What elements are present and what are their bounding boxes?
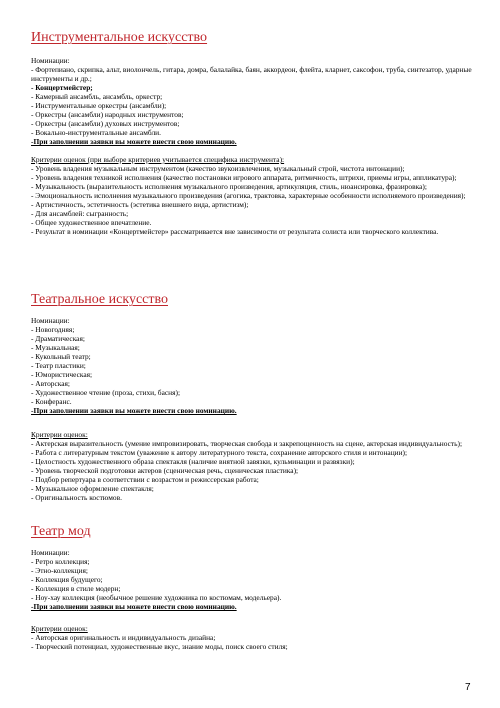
list-item: - Музыкальное оформление спектакля; xyxy=(31,484,154,494)
list-item: - Подбор репертуара в соответствии с возрастом и режиссерская работа; xyxy=(31,475,259,485)
section-instrumental-nominations xyxy=(31,56,473,146)
criteria-label: Критерии оценок: xyxy=(31,624,88,633)
nominations-label: Номинации: xyxy=(31,548,70,557)
list-item: - Оркестры (ансамбли) народных инструментов; xyxy=(31,110,184,120)
list-item: - Общее художественное впечатление. xyxy=(31,218,152,228)
nomination-notice: -При заполнении заявки вы можете внести свою номинацию. xyxy=(31,406,237,416)
nominations-label: Номинации: xyxy=(31,56,70,65)
list-item: - Фортепиано, скрипка, альт, виолончель, гитара, домра, балалайка, баян, аккордеон, флейта, кларнет, саксофон, труба, синтезатор, ударные инструменты и др.; xyxy=(31,65,472,84)
criteria-label: Критерии оценок: xyxy=(31,430,88,439)
list-item: - Новогодняя; xyxy=(31,325,75,335)
list-item: - Результат в номинации «Концертмейстер» рассматривается вне зависимости от результата солиста или творческого коллектива. xyxy=(31,227,439,237)
list-item: - Ноу-хау коллекция (необычное решение художника по костюмам, модельера). xyxy=(31,593,282,603)
list-item: - Авторская оригинальность и индивидуальность дизайна; xyxy=(31,633,216,643)
list-item: - Артистичность, эстетичность (эстетика внешнего вида, артистизм); xyxy=(31,200,249,210)
list-item: - Драматическая; xyxy=(31,334,85,344)
list-item: - Концертмейстер; xyxy=(31,83,93,93)
list-item: - Уровень владения музыкальным инструментом (качество звукоизвлечения, музыкальный строй, чистота интонации); xyxy=(31,164,405,174)
list-item: - Творческий потенциал, художественные вкус, знание моды, поиск своего стиля; xyxy=(31,642,288,652)
list-item: - Актерская выразительность (умение импровизировать, творческая свобода и закрепощенность на сцене, актерская индивидуальность); xyxy=(31,439,463,449)
section-title-fashion: Театр мод xyxy=(31,524,91,539)
section-theatre-criteria xyxy=(31,430,473,502)
list-item: - Художественное чтение (проза, стихи, басня); xyxy=(31,388,180,398)
list-item: - Конферанс. xyxy=(31,397,72,407)
list-item: - Ретро коллекция; xyxy=(31,557,90,567)
list-item: - Работа с литературным текстом (уважение к автору литературного текста, сохранение авторского стиля и интонации); xyxy=(31,448,408,458)
section-theatre-nominations xyxy=(31,316,473,416)
list-item: - Музыкальность (выразительность исполнения музыкального произведения, артикуляция, стиль, нюансировка, фразировка); xyxy=(31,182,427,192)
nomination-notice: -При заполнении заявки вы можете внести свою номинацию. xyxy=(31,602,237,612)
list-item: - Коллекция будущего; xyxy=(31,575,103,585)
list-item: - Коллекция в стиле модерн; xyxy=(31,584,121,594)
nomination-notice: -При заполнении заявки вы можете внести свою номинацию. xyxy=(31,137,237,147)
nominations-label: Номинации: xyxy=(31,316,70,325)
section-title-theatre: Театральное искусство xyxy=(31,292,168,307)
list-item: - Эмоциональность исполнения музыкального произведения (агогика, трактовка, характерные особенности исполняемого произведения); xyxy=(31,191,466,201)
criteria-label: Критерии оценок (при выборе критериев учитывается специфика инструмента): xyxy=(31,155,285,164)
list-item: - Кукольный театр; xyxy=(31,352,91,362)
list-item: - Оригинальность костюмов. xyxy=(31,493,122,503)
list-item: - Уровень творческой подготовки актеров (сценическая речь, сценическая пластика); xyxy=(31,466,299,476)
section-fashion-criteria xyxy=(31,624,473,651)
list-item: - Инструментальные оркестры (ансамбли); xyxy=(31,101,167,111)
list-item: - Этно-коллекция; xyxy=(31,566,88,576)
list-item: - Музыкальная; xyxy=(31,343,80,353)
list-item: - Авторская; xyxy=(31,379,70,389)
list-item: - Театр пластики; xyxy=(31,361,86,371)
section-title-instrumental: Инструментальное искусство xyxy=(31,30,208,45)
page-number: 7 xyxy=(465,682,471,693)
list-item: - Целостность художественного образа спектакля (наличие внятной завязки, кульминации и развязки); xyxy=(31,457,355,467)
list-item: - Юмористическая; xyxy=(31,370,93,380)
list-item: - Уровень владения техникой исполнения (качество постановки игрового аппарата, ритмичность, штрихи, приемы игры, аппликатура); xyxy=(31,173,457,183)
list-item: - Для ансамблей: сыгранность; xyxy=(31,209,129,219)
list-item: - Вокально-инструментальные ансамбли. xyxy=(31,128,161,138)
section-instrumental-criteria xyxy=(31,155,473,236)
list-item: - Камерный ансамбль, ансамбль, оркестр; xyxy=(31,92,163,102)
section-fashion-nominations xyxy=(31,548,473,611)
list-item: - Оркестры (ансамбли) духовых инструментов; xyxy=(31,119,180,129)
